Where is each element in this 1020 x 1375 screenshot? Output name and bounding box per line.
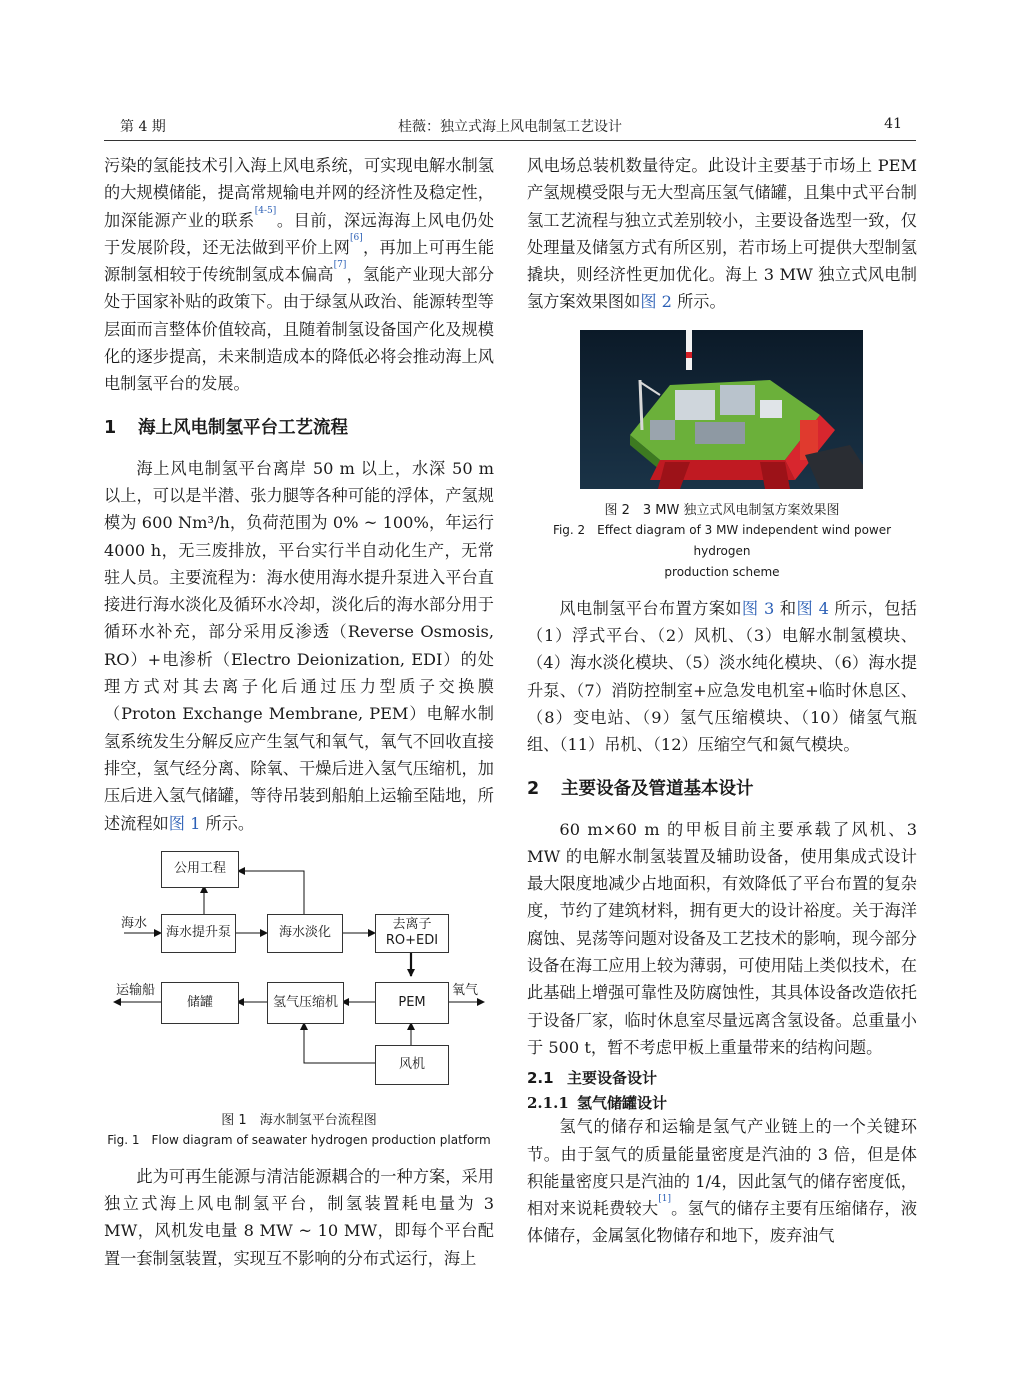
figure-2-caption-en-line1: Fig. 2 Effect diagram of 3 MW independent wind power hydrogen: [552, 522, 892, 558]
figure-2-caption-cn: 图 2 3 MW 独立式风电制氢方案效果图: [604, 502, 840, 518]
box-pem: PEM: [375, 982, 449, 1024]
paragraph-intro: 污染的氢能技术引入海上风电系统，可实现电解水制氢的大规模储能，提高常规输电并网的经济性及稳定性，加深能源产业的联系[4-5]。目前，深远海海上风电仍处于发展阶段，还无法做到平价上网[6]，再加上可再生能源制氢相较于传统制氢成本偏高[7]，氢能产业现大部分处于国家补贴的政策下。由于绿氢从政治、能源转型等层面而言整体价值较高，且随着制氢设备国产化及规模化的逐步提高，未来制造成本的降低必将会推动海上风电制氢平台的发展。: [104, 156, 495, 394]
platform-render-image: [580, 330, 863, 489]
citation[interactable]: [7]: [333, 260, 347, 271]
page-number: 41: [884, 116, 902, 132]
box-storage-tank: 储罐: [161, 982, 239, 1024]
label-transport-ship: 运输船: [116, 982, 156, 998]
paragraph-deck: 60 m×60 m 的甲板目前主要承载了风机、3 MW 的电解水制氢装置及辅助设备，使用集成式设计最大限度地减少占地面积，有效降低了平台布置的复杂度，节约了建筑材料，拥有更大的设计裕度。关于海洋腐蚀、晃荡等问题对设备及工艺技术的影响，现今部分设备在海工应用上较为薄弱，可使用陆上类似技术，在此基础上增强可靠性及防腐蚀性，其具体设备改造依托于设备厂家，临时休息室尽量远离含氢设备。总重量小于 500 t，暂不考虑甲板上重量带来的结构问题。: [527, 819, 917, 1057]
figure-link[interactable]: 图 3: [741, 598, 775, 618]
left-column: [104, 150, 494, 1272]
label-oxygen: 氧气: [452, 982, 479, 998]
flow-diagram: [104, 851, 494, 1101]
issue-number: 第 4 期: [120, 119, 166, 135]
figure-link[interactable]: 图 4: [796, 598, 829, 618]
right-column: [527, 150, 917, 1250]
figure-1-caption-en: Fig. 1 Flow diagram of seawater hydrogen production platform: [107, 1132, 491, 1147]
box-utilities: 公用工程: [161, 851, 239, 888]
section-2-1-heading: 2.1 主要设备设计: [527, 1069, 658, 1088]
box-h2-compressor: 氢气压缩机: [267, 982, 344, 1024]
box-desalination: 海水淡化: [267, 914, 343, 953]
paragraph-h2-storage: 氢气的储存和运输是氢气产业链上的一个关键环节。由于氢气的质量能量密度是汽油的 3 倍，但是体积能量密度只是汽油的 1/4，因此氢气的储存密度低，相对来说耗费较大[1]。氢气的储存主要有压缩储存，液体储存，金属氢化物储存和地下，废弃油气: [527, 1117, 918, 1246]
box-deionization: 去离子 RO+EDI: [375, 914, 449, 953]
citation[interactable]: [4-5]: [254, 205, 277, 216]
platform-render: [580, 330, 863, 489]
label-seawater: 海水: [121, 915, 148, 931]
citation[interactable]: [1]: [658, 1194, 671, 1205]
citation[interactable]: [6]: [350, 232, 363, 243]
running-title: 桂薇：独立式海上风电制氢工艺设计: [398, 119, 622, 135]
paragraph-process: 海上风电制氢平台离岸 50 m 以上，水深 50 m 以上，可以是半潜、张力腿等各种可能的浮体，产氢规模为 600 Nm³/h，负荷范围为 0% ~ 100%，年运行 4000 h，无三废排放，平台实行半自动化生产，无常驻人员。主要流程为：海水使用海水提升泵进入平台直接进行海水淡化及循环水冷却，淡化后的海水部分用于循环水补充，部分采用反渗透（Reverse Osmosis, RO）+电渗析（Electro Deionization, EDI）的处理方式对其去离子化后通过压力型质子交换膜（Proton Exchange Membrane, PEM）电解水制氢系统发生分解反应产生氢气和氧气，氧气不回收直接排空，氢气经分离、除氧、干燥后进入氢气压缩机，加压后进入氢气储罐，等待吊装到船舶上运输至陆地，所述流程如图 1 所示。: [104, 458, 494, 833]
box-seawater-pump: 海水提升泵: [161, 914, 236, 953]
paragraph-wind-farm: 风电场总装机数量待定。此设计主要基于市场上 PEM 产氢规模受限与无大型高压氢气储罐，且集中式平台制氢工艺流程与独立式差别较小，主要设备选型一致，仅处理量及储氢方式有所区别，若市场上可提供大型制氢撬块，则经济性更加优化。海上 3 MW 独立式风电制氢方案效果图如图 2 所示。: [527, 156, 917, 312]
section-2-heading: 2 主要设备及管道基本设计: [527, 778, 754, 799]
figure-link[interactable]: 图 1: [168, 813, 201, 833]
running-header: [104, 112, 916, 141]
figure-2-caption-en-line2: production scheme: [664, 564, 780, 579]
figure-link[interactable]: 图 2: [640, 292, 672, 312]
section-1-heading: 1 海上风电制氢平台工艺流程: [104, 417, 348, 438]
figure-1-caption-cn: 图 1 海水制氢平台流程图: [221, 1112, 377, 1128]
section-2-1-1-heading: 2.1.1 氢气储罐设计: [527, 1094, 668, 1113]
paragraph-layout: 风电制氢平台布置方案如图 3 和图 4 所示，包括（1）浮式平台、（2）风机、（3）电解水制氢模块、（4）海水淡化模块、（5）淡水纯化模块、（6）海水提升泵、（7）消防控制室+应急发电机室+临时休息区、（8）变电站、（9）氢气压缩模块、（10）储氢气瓶组、（11）吊机、（12）压缩空气和氮气模块。: [527, 598, 917, 755]
paragraph-scheme: 此为可再生能源与清洁能源耦合的一种方案，采用独立式海上风电制氢平台，制氢装置耗电量为 3 MW，风机发电量 8 MW ~ 10 MW，即每个平台配置一套制氢装置，实现互不影响的分布式运行，海上: [104, 1166, 494, 1268]
box-wind-turbine: 风机: [375, 1045, 449, 1085]
